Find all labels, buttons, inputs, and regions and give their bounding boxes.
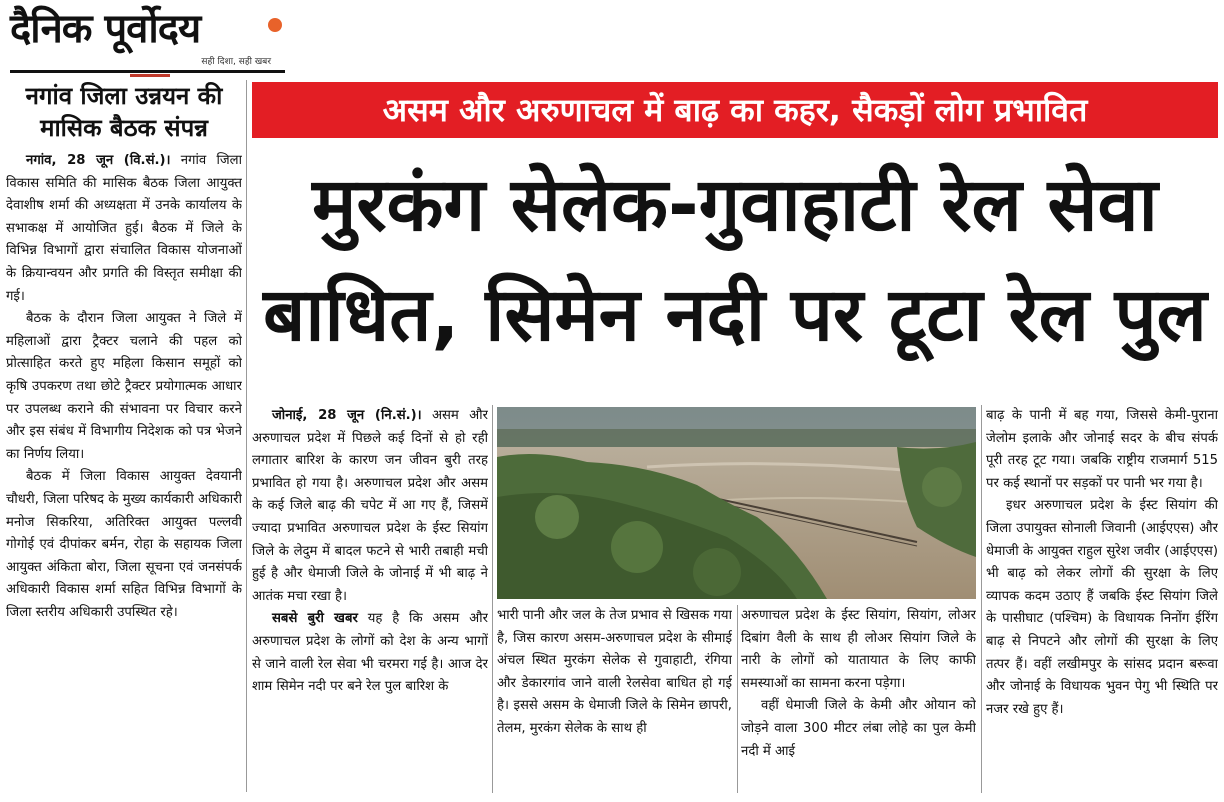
red-banner-headline: असम और अरुणाचल में बाढ़ का कहर, सैकड़ों लोग प्रभावित: [252, 82, 1218, 138]
main-headline: [252, 150, 1218, 395]
masthead-rule-accent: [130, 74, 170, 77]
column-divider: [737, 605, 738, 793]
main-article-col4-p2: इधर अरुणाचल प्रदेश के ईस्ट सियांग की जिला उपायुक्त सोनाली जिवानी (आईएएस) और धेमाजी के आयुक्त राहुल सुरेश जवीर (आईएएस) भी बाढ़ को लेकर लोगों की सुरक्षा के लिए व्यापक कदम उठाए हैं जबकि ईस्ट सियांग जिले के पासीघाट (पश्चिम) के विधायक निनोंग ईरिंग बाढ़ से निपटने और लोगों की सुरक्षा के लिए तत्पर हैं। वहीं लखीमपुर के सांसद प्रदान बरूवा और जोनाई के विधायक भुवन पेगु भी स्थिति पर नजर रखे हुए हैं।: [986, 498, 1218, 717]
flood-photo-illustration: [497, 407, 976, 599]
masthead-tagline: सही दिशा, सही खबर: [201, 57, 271, 67]
left-article: [6, 80, 242, 796]
main-article-lead-words: सबसे बुरी खबर: [272, 611, 358, 627]
main-article-dateline: जोनाई, 28 जून (नि.सं.)।: [272, 408, 422, 423]
main-article-col3-p1: अरुणाचल प्रदेश के ईस्ट सियांग, सियांग, लोअर दिबांग वैली के साथ ही लोअर सियांग जिले के नारी के लोगों को यातायात के लिए काफी समस्याओं का सामना करना पड़ेगा।: [741, 608, 976, 691]
masthead-rule: [10, 70, 285, 73]
left-article-paragraph: [6, 150, 242, 308]
main-article-paragraph: [252, 405, 488, 608]
main-headline-line-1: मुरकंग सेलेक-गुवाहाटी रेल सेवा: [312, 162, 1158, 248]
main-article-paragraph: [252, 608, 488, 698]
main-headline-line-2: बाधित, सिमेन नदी पर टूटा रेल पुल: [263, 272, 1207, 358]
main-article-column-2: [497, 605, 732, 795]
left-article-p1: नगांव जिला विकास समिति की मासिक बैठक जिला आयुक्त देवाशीष शर्मा की अध्यक्षता में उनके कार्यालय के सभाकक्ष में आयोजित हुई। बैठक में जिले के विभिन्न विभागों द्वारा संचालित विकास योजनाओं के क्रियान्वयन और प्रगति की विस्तृत समीक्षा की गई।: [6, 153, 242, 304]
main-article-col1-p2: यह है कि असम और अरुणाचल प्रदेश के लोगों को देश के अन्य भागों से जाने वाली रेल सेवा भी चरमरा गई है। आज देर शाम सिमेन नदी पर बने रेल पुल बारिश के: [252, 611, 488, 695]
left-article-headline: नगांव जिला उन्नयन की मासिक बैठक संपन्न: [25, 82, 223, 142]
main-article-column-1: [252, 405, 488, 795]
main-article-col1-p1: असम और अरुणाचल प्रदेश में पिछले कई दिनों से हो रही लगातार बारिश के कारण जन जीवन बुरी तरह प्रभावित हो गया है। अरुणाचल प्रदेश और असम के कई जिले बाढ़ की चपेट में आ गए हैं, जिसमें ज्यादा प्रभावित अरुणाचल प्रदेश के ईस्ट सियांग जिले के लेदुम में बादल फटने से भारी तबाही मची हुई है और धेमाजी जिले के जोनाई में भी बाढ़ ने आतंक मचा रखा है।: [252, 408, 488, 604]
left-article-dateline: नगांव, 28 जून (वि.सं.)।: [26, 153, 171, 168]
column-divider: [246, 80, 247, 792]
left-article-p3: बैठक में जिला विकास आयुक्त देवयानी चौधरी, जिला परिषद के मुख्य कार्यकारी अधिकारी मनोज सिकरिया, अतिरिक्त आयुक्त पल्लवी गोगोई एवं दीपांकर बर्मन, रोहा के सहायक जिला आयुक्त अंकिता बोरा, जिला सूचना एवं जनसंपर्क अधिकारी विकास शर्मा सहित विभिन्न विभागों के जिला स्तरीय अधिकारी उपस्थित रहे।: [6, 469, 242, 620]
main-article-col4-p1: बाढ़ के पानी में बह गया, जिससे केमी-पुराना जेलोम इलाके और जोनाई सदर के बीच संपर्क पूरी तरह टूट गया। जबकि राष्ट्रीय राजमार्ग 515 पर कई स्थानों पर सड़कों पर पानी भर गया है।: [986, 408, 1218, 491]
main-article-col2-p1: भारी पानी और जल के तेज प्रभाव से खिसक गया है, जिस कारण असम-अरुणाचल प्रदेश के सीमाई अंचल स्थित मुरकंग सेलेक से गुवाहाटी, रंगिया और डेकारगांव जाने वाली रेलसेवा बाधित हो गई है। इससे असम के धेमाजी जिले के सिमेन छापरी, तेलम, मुरकंग सेलेक के साथ ही: [497, 608, 732, 736]
left-article-body: [6, 150, 242, 624]
main-article-column-4: [986, 405, 1218, 795]
flood-photo: [497, 407, 976, 599]
column-divider: [981, 405, 982, 793]
column-divider: [492, 405, 493, 793]
main-article-column-3: [741, 605, 976, 795]
main-article-col3-p2: वहीं धेमाजी जिले के केमी और ओयान को जोड़ने वाला 300 मीटर लंबा लोहे का पुल केमी नदी में आई: [741, 698, 976, 759]
masthead-title: दैनिक पूर्वोदय: [10, 6, 201, 52]
masthead-dot: [268, 18, 282, 32]
masthead: [10, 6, 285, 72]
left-article-p2: बैठक के दौरान जिला आयुक्त ने जिले में महिलाओं द्वारा ट्रैक्टर चलाने की पहल को प्रोत्साहित करते हुए महिला किसान समूहों को कृषि उपकरण तथा छोटे ट्रैक्टर प्रयोगात्मक आधार पर उपलब्ध कराने की संभावना पर विचार करने और इस संबंध में विभागीय निदेशक को पत्र भेजने का निर्णय लिया।: [6, 311, 242, 462]
